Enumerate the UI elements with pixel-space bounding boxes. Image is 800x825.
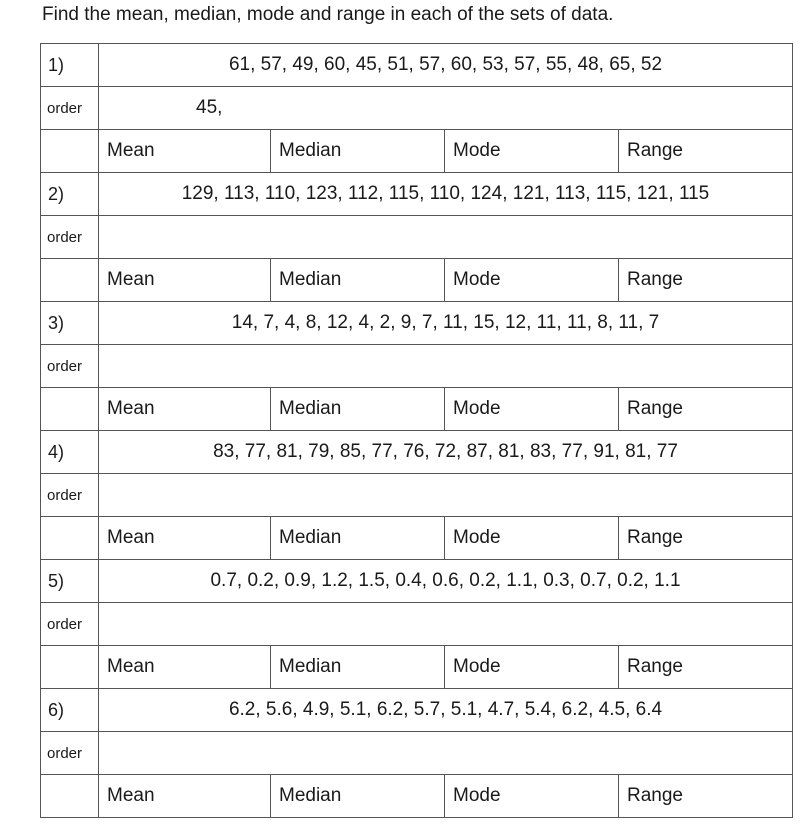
data-set: 129, 113, 110, 123, 112, 115, 110, 124, 121, 113, 115, 121, 115 — [99, 173, 793, 216]
problem-1-order-row — [41, 87, 793, 130]
order-answer-field[interactable] — [99, 603, 793, 646]
stats-spacer — [41, 646, 99, 689]
stats-spacer — [41, 130, 99, 173]
problem-4-order-row — [41, 474, 793, 517]
problem-label: 3) — [41, 302, 99, 345]
order-label: order — [41, 474, 99, 517]
data-set: 83, 77, 81, 79, 85, 77, 76, 72, 87, 81, 83, 77, 91, 81, 77 — [99, 431, 793, 474]
range-field[interactable]: Range — [619, 517, 793, 560]
problem-2-stats-row — [41, 259, 793, 302]
problem-label: 1) — [41, 44, 99, 87]
problem-3-order-row — [41, 345, 793, 388]
order-label: order — [41, 216, 99, 259]
mean-field[interactable]: Mean — [99, 388, 271, 431]
range-field[interactable]: Range — [619, 775, 793, 818]
data-set: 6.2, 5.6, 4.9, 5.1, 6.2, 5.7, 5.1, 4.7, 5.4, 6.2, 4.5, 6.4 — [99, 689, 793, 732]
worksheet-table — [40, 43, 793, 818]
problem-3-data-row — [41, 302, 793, 345]
mode-field[interactable]: Mode — [445, 259, 619, 302]
median-field[interactable]: Median — [271, 517, 445, 560]
median-field[interactable]: Median — [271, 388, 445, 431]
problem-label: 6) — [41, 689, 99, 732]
median-field[interactable]: Median — [271, 259, 445, 302]
data-set: 0.7, 0.2, 0.9, 1.2, 1.5, 0.4, 0.6, 0.2, 1.1, 0.3, 0.7, 0.2, 1.1 — [99, 560, 793, 603]
mode-field[interactable]: Mode — [445, 646, 619, 689]
order-label: order — [41, 732, 99, 775]
problem-4-data-row — [41, 431, 793, 474]
stats-spacer — [41, 259, 99, 302]
problem-6-data-row — [41, 689, 793, 732]
order-answer-field[interactable] — [99, 345, 793, 388]
order-answer-field[interactable]: 45, — [99, 87, 793, 130]
median-field[interactable]: Median — [271, 646, 445, 689]
median-field[interactable]: Median — [271, 130, 445, 173]
mode-field[interactable]: Mode — [445, 517, 619, 560]
problem-1-data-row — [41, 44, 793, 87]
mean-field[interactable]: Mean — [99, 517, 271, 560]
problem-6-order-row — [41, 732, 793, 775]
stats-spacer — [41, 388, 99, 431]
range-field[interactable]: Range — [619, 388, 793, 431]
order-answer-field[interactable] — [99, 216, 793, 259]
mode-field[interactable]: Mode — [445, 130, 619, 173]
order-label: order — [41, 345, 99, 388]
stats-spacer — [41, 517, 99, 560]
range-field[interactable]: Range — [619, 259, 793, 302]
problem-4-stats-row — [41, 517, 793, 560]
problem-5-data-row — [41, 560, 793, 603]
stats-spacer — [41, 775, 99, 818]
order-label: order — [41, 87, 99, 130]
problem-3-stats-row — [41, 388, 793, 431]
problem-2-data-row — [41, 173, 793, 216]
range-field[interactable]: Range — [619, 130, 793, 173]
worksheet-title: Find the mean, median, mode and range in each of the sets of data. — [42, 4, 614, 25]
order-label: order — [41, 603, 99, 646]
problem-5-stats-row — [41, 646, 793, 689]
problem-1-stats-row — [41, 130, 793, 173]
mean-field[interactable]: Mean — [99, 259, 271, 302]
order-answer-field[interactable] — [99, 474, 793, 517]
problem-label: 5) — [41, 560, 99, 603]
problem-6-stats-row — [41, 775, 793, 818]
range-field[interactable]: Range — [619, 646, 793, 689]
data-set: 61, 57, 49, 60, 45, 51, 57, 60, 53, 57, 55, 48, 65, 52 — [99, 44, 793, 87]
mode-field[interactable]: Mode — [445, 388, 619, 431]
data-set: 14, 7, 4, 8, 12, 4, 2, 9, 7, 11, 15, 12, 11, 11, 8, 11, 7 — [99, 302, 793, 345]
mean-field[interactable]: Mean — [99, 775, 271, 818]
median-field[interactable]: Median — [271, 775, 445, 818]
problem-label: 4) — [41, 431, 99, 474]
order-answer-field[interactable] — [99, 732, 793, 775]
problem-5-order-row — [41, 603, 793, 646]
mean-field[interactable]: Mean — [99, 646, 271, 689]
problem-label: 2) — [41, 173, 99, 216]
mean-field[interactable]: Mean — [99, 130, 271, 173]
mode-field[interactable]: Mode — [445, 775, 619, 818]
problem-2-order-row — [41, 216, 793, 259]
